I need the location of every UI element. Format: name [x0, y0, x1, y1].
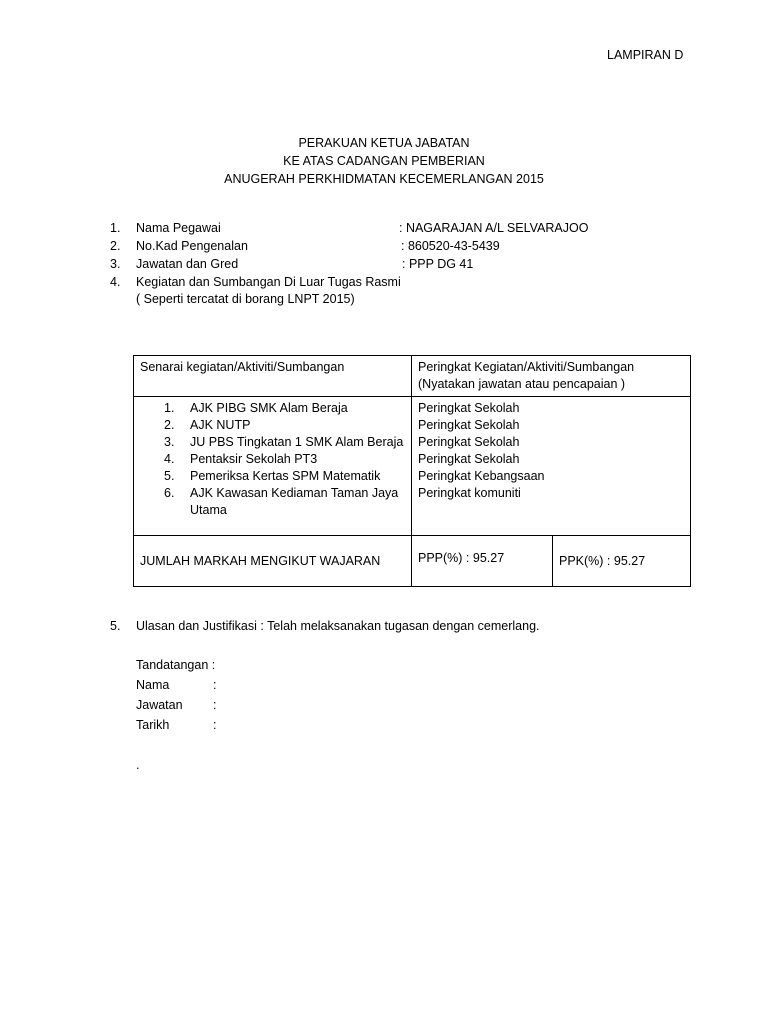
activity-list-cell [134, 397, 412, 536]
field-number: 1. [110, 221, 121, 235]
ppk-score: PPK(%) : 95.27 [553, 536, 691, 587]
field-label-ic: No.Kad Pengenalan [136, 239, 248, 253]
total-label: JUMLAH MARKAH MENGIKUT WAJARAN [134, 536, 412, 587]
table-header-row [134, 356, 691, 397]
table-body-row [134, 397, 691, 536]
field-label-activities: Kegiatan dan Sumbangan Di Luar Tugas Rasmi [136, 275, 401, 289]
list-item: 3. JU PBS Tingkatan 1 SMK Alam Beraja [164, 435, 404, 449]
list-item: Peringkat Sekolah [418, 452, 520, 466]
activity-list [140, 400, 405, 519]
table-total-row [134, 536, 691, 587]
signature-colon: : [213, 718, 217, 732]
field-number: 4. [110, 275, 121, 289]
list-item: 4. Pentaksir Sekolah PT3 [164, 452, 318, 466]
list-item: Peringkat Sekolah [418, 418, 520, 432]
level-list [418, 400, 684, 502]
activities-table [133, 355, 691, 587]
field-label-grade: Jawatan dan Gred [136, 257, 239, 271]
signature-name-label: Nama [136, 678, 170, 692]
list-item: 2. AJK NUTP [164, 418, 251, 432]
field-number: 3. [110, 257, 121, 271]
field-number: 2. [110, 239, 121, 253]
signature-date-label: Tarikh [136, 718, 170, 732]
field-label-name: Nama Pegawai [136, 221, 221, 235]
field-note-activities: ( Seperti tercatat di borang LNPT 2015) [136, 292, 355, 306]
list-item: Peringkat Kebangsaan [418, 469, 545, 483]
list-item: Peringkat komuniti [418, 486, 521, 500]
header-activities: Senarai kegiatan/Aktiviti/Sumbangan [134, 356, 412, 397]
list-item: Peringkat Sekolah [418, 401, 520, 415]
ppp-score: PPP(%) : 95.27 [412, 536, 553, 587]
header-level: Peringkat Kegiatan/Aktiviti/Sumbangan (Nyatakan jawatan atau pencapaian ) [412, 356, 691, 397]
justification-number: 5. [110, 619, 121, 633]
level-list-cell [412, 397, 691, 536]
footer-mark: . [136, 758, 140, 772]
list-item: 6. AJK Kawasan Kediaman Taman Jaya Utama [164, 486, 399, 517]
signature-label: Tandatangan : [136, 658, 216, 672]
appendix-label: LAMPIRAN D [607, 48, 684, 62]
title-line-3: ANUGERAH PERKHIDMATAN KECEMERLANGAN 2015 [224, 172, 544, 186]
list-item: 5. Pemeriksa Kertas SPM Matematik [164, 469, 381, 483]
list-item: 1. AJK PIBG SMK Alam Beraja [164, 401, 348, 415]
list-item: Peringkat Sekolah [418, 435, 520, 449]
signature-position-label: Jawatan [136, 698, 183, 712]
signature-colon: : [213, 698, 217, 712]
title-line-1: PERAKUAN KETUA JABATAN [298, 136, 470, 150]
field-value-ic: : 860520-43-5439 [401, 239, 500, 253]
field-value-grade: : PPP DG 41 [402, 257, 474, 271]
title-line-2: KE ATAS CADANGAN PEMBERIAN [283, 154, 485, 168]
justification-text: Ulasan dan Justifikasi : Telah melaksanakan tugasan dengan cemerlang. [136, 619, 540, 633]
field-value-name: : NAGARAJAN A/L SELVARAJOO [399, 221, 589, 235]
signature-colon: : [213, 678, 217, 692]
